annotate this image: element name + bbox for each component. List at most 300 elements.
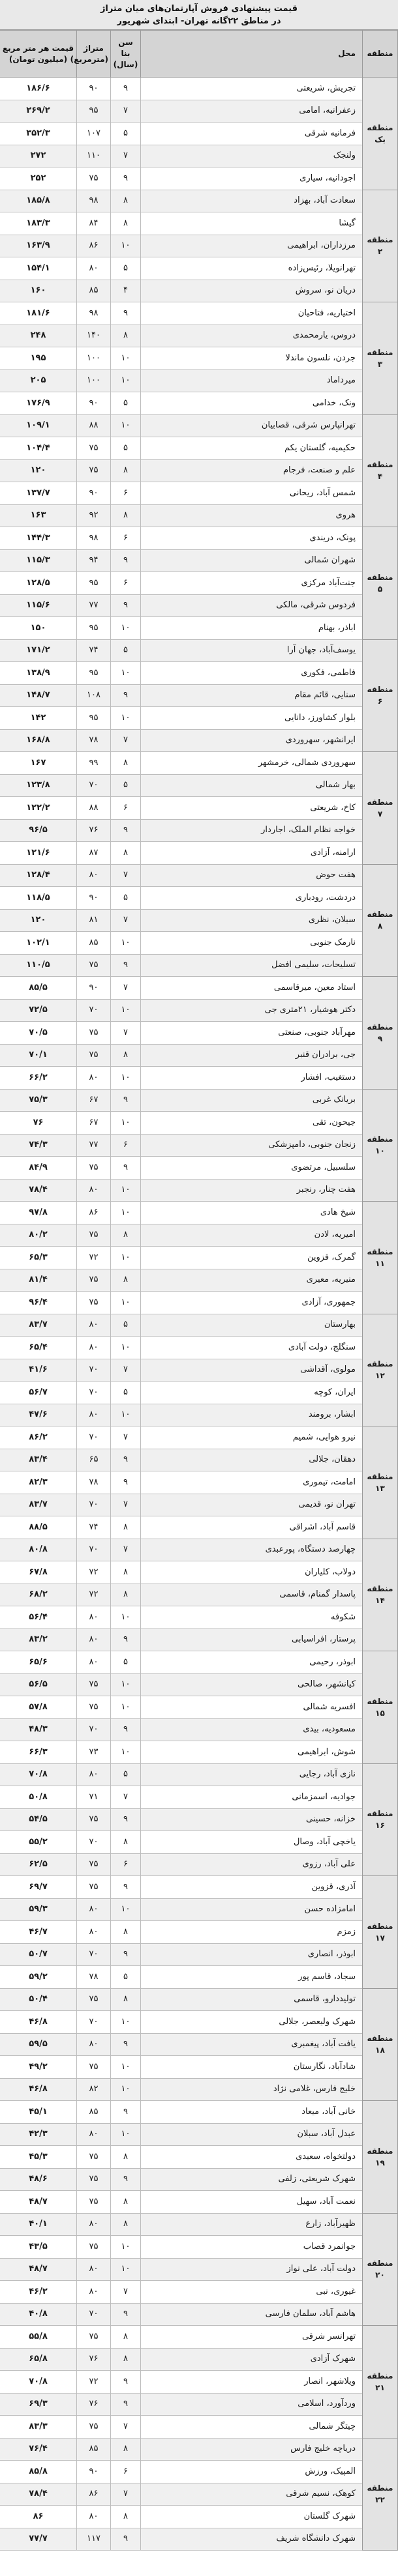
cell-price-per-sqm: ۸۱/۴ [0, 1269, 77, 1292]
cell-location: افسریه شمالی [141, 1696, 363, 1719]
table-row [0, 1876, 398, 1899]
cell-price-per-sqm: ۱۸۵/۸ [0, 190, 77, 212]
cell-location: نازی آباد، رجایی [141, 1763, 363, 1786]
cell-building-age: ۸ [111, 504, 141, 527]
cell-price-per-sqm: ۴۸/۷ [0, 2258, 77, 2281]
cell-location: بهارستان [141, 1314, 363, 1337]
cell-area: ۸۵ [77, 2438, 111, 2461]
cell-price-per-sqm: ۴۸/۶ [0, 2168, 77, 2191]
table-row [0, 2393, 398, 2416]
cell-location: آذری، قزوین [141, 1876, 363, 1899]
cell-location: ویلاشهر، انصار [141, 2371, 363, 2394]
table-row [0, 1247, 398, 1269]
table-row [0, 1628, 398, 1651]
cell-location: شکوفه [141, 1606, 363, 1629]
cell-area: ۷۶ [77, 2348, 111, 2371]
cell-location: خزانه، حسینی [141, 1808, 363, 1831]
cell-price-per-sqm: ۸۵/۵ [0, 977, 77, 1000]
cell-area: ۱۰۷ [77, 123, 111, 145]
cell-building-age: ۸ [111, 1921, 141, 1944]
cell-area: ۱۰۰ [77, 347, 111, 370]
cell-building-age: ۵ [111, 123, 141, 145]
table-row [0, 1988, 398, 2011]
table-row [0, 1741, 398, 1764]
table-row [0, 2281, 398, 2304]
cell-area: ۱۱۷ [77, 2528, 111, 2551]
cell-location: ارامنه، آزادی [141, 842, 363, 865]
cell-building-age: ۶ [111, 2461, 141, 2483]
cell-area: ۷۰ [77, 1359, 111, 1382]
district-label: منطقه ۷ [363, 752, 398, 865]
cell-price-per-sqm: ۱۳۸/۹ [0, 662, 77, 685]
cell-building-age: ۶ [111, 482, 141, 505]
page-subtitle: در مناطق ۲۲گانه تهران- ابتدای شهریور [117, 16, 281, 26]
cell-location: زمزم [141, 1921, 363, 1944]
district-label: منطقه ۱۷ [363, 1876, 398, 1989]
table-row [0, 1853, 398, 1876]
header-district: منطقه [363, 31, 398, 78]
cell-location: جنت‌آباد مرکزی [141, 572, 363, 595]
cell-building-age: ۹ [111, 2303, 141, 2326]
cell-price-per-sqm: ۲۵۲ [0, 167, 77, 190]
district-label: منطقه ۱۴ [363, 1539, 398, 1651]
cell-area: ۶۷ [77, 1089, 111, 1112]
cell-area: ۸۶ [77, 235, 111, 257]
cell-building-age: ۸ [111, 325, 141, 347]
table-row [0, 1382, 398, 1404]
cell-area: ۷۵ [77, 1292, 111, 1314]
table-row [0, 167, 398, 190]
table-row [0, 2123, 398, 2146]
cell-area: ۷۲ [77, 1561, 111, 1584]
table-row [0, 369, 398, 392]
cell-price-per-sqm: ۷۰/۸ [0, 1763, 77, 1786]
cell-price-per-sqm: ۱۴۸/۷ [0, 684, 77, 707]
cell-area: ۱۰۰ [77, 369, 111, 392]
cell-location: شهرک شریعتی، زلفی [141, 2168, 363, 2191]
cell-price-per-sqm: ۵۴/۵ [0, 1808, 77, 1831]
cell-building-age: ۵ [111, 1763, 141, 1786]
cell-area: ۸۶ [77, 1202, 111, 1224]
cell-price-per-sqm: ۸۲/۳ [0, 1471, 77, 1494]
cell-area: ۷۲ [77, 2371, 111, 2394]
cell-area: ۸۰ [77, 257, 111, 280]
district-label: منطقه ۱۵ [363, 1651, 398, 1764]
cell-price-per-sqm: ۷۷/۷ [0, 2528, 77, 2551]
cell-price-per-sqm: ۴۶/۸ [0, 2078, 77, 2101]
cell-area: ۸۰ [77, 1314, 111, 1337]
cell-area: ۷۰ [77, 1494, 111, 1516]
table-row [0, 617, 398, 640]
cell-location: زنجان جنوبی، دامپزشکی [141, 1134, 363, 1157]
cell-building-age: ۹ [111, 1718, 141, 1741]
table-row [0, 1921, 398, 1944]
cell-location: فرمانیه شرقی [141, 123, 363, 145]
cell-location: دهقان، جلالی [141, 1449, 363, 1471]
cell-building-age: ۹ [111, 819, 141, 842]
cell-location: بلوار کشاورز، دانایی [141, 707, 363, 730]
cell-price-per-sqm: ۹۶/۴ [0, 1292, 77, 1314]
cell-location: تهرانپارس شرقی، قصابیان [141, 414, 363, 437]
cell-price-per-sqm: ۸۴/۹ [0, 1157, 77, 1179]
cell-area: ۷۳ [77, 1741, 111, 1764]
table-row [0, 549, 398, 572]
cell-price-per-sqm: ۱۷۶/۹ [0, 392, 77, 415]
cell-price-per-sqm: ۲۶۹/۲ [0, 100, 77, 123]
cell-location: امامزاده حسن [141, 1898, 363, 1921]
cell-building-age: ۹ [111, 684, 141, 707]
cell-area: ۷۵ [77, 1044, 111, 1067]
cell-location: بهار شمالی [141, 774, 363, 797]
cell-building-age: ۵ [111, 257, 141, 280]
table-row [0, 1044, 398, 1067]
district-label: منطقه ۵ [363, 527, 398, 640]
cell-building-age: ۹ [111, 78, 141, 100]
cell-building-age: ۹ [111, 1943, 141, 1966]
cell-building-age: ۹ [111, 2528, 141, 2551]
cell-building-age: ۷ [111, 729, 141, 752]
cell-price-per-sqm: ۴۵/۳ [0, 2146, 77, 2169]
cell-building-age: ۱۰ [111, 1292, 141, 1314]
cell-building-age: ۱۰ [111, 2056, 141, 2079]
cell-area: ۷۰ [77, 999, 111, 1022]
cell-building-age: ۸ [111, 1831, 141, 1854]
cell-area: ۸۸ [77, 797, 111, 820]
cell-building-age: ۷ [111, 1359, 141, 1382]
table-row [0, 280, 398, 302]
cell-building-age: ۸ [111, 842, 141, 865]
cell-location: تهرانسر شرقی [141, 2326, 363, 2349]
table-row [0, 662, 398, 685]
cell-location: تهرانویلا، رئیس‌زاده [141, 257, 363, 280]
cell-area: ۹۰ [77, 887, 111, 910]
cell-area: ۷۵ [77, 1224, 111, 1247]
cell-building-age: ۵ [111, 639, 141, 662]
table-row [0, 1471, 398, 1494]
cell-building-age: ۹ [111, 954, 141, 977]
cell-area: ۹۴ [77, 549, 111, 572]
cell-building-age: ۱۰ [111, 2078, 141, 2101]
header-location: محل [141, 31, 363, 78]
cell-area: ۸۰ [77, 1179, 111, 1202]
table-row [0, 392, 398, 415]
cell-area: ۹۲ [77, 504, 111, 527]
cell-building-age: ۷ [111, 1539, 141, 1561]
cell-location: شمس آباد، ریحانی [141, 482, 363, 505]
cell-area: ۷۵ [77, 2191, 111, 2214]
cell-price-per-sqm: ۱۶۳/۹ [0, 235, 77, 257]
table-row [0, 527, 398, 550]
cell-area: ۷۸ [77, 1966, 111, 1989]
cell-price-per-sqm: ۴۶/۸ [0, 2011, 77, 2034]
cell-price-per-sqm: ۶۲/۵ [0, 1853, 77, 1876]
cell-building-age: ۷ [111, 2416, 141, 2439]
cell-price-per-sqm: ۶۵/۳ [0, 1247, 77, 1269]
table-row [0, 1494, 398, 1516]
table-row [0, 1786, 398, 1809]
cell-price-per-sqm: ۸۳/۴ [0, 1449, 77, 1471]
cell-area: ۷۴ [77, 639, 111, 662]
table-row [0, 2191, 398, 2214]
cell-building-age: ۱۰ [111, 414, 141, 437]
cell-building-age: ۹ [111, 1449, 141, 1471]
table-row [0, 190, 398, 212]
cell-building-age: ۱۰ [111, 662, 141, 685]
cell-building-age: ۸ [111, 1044, 141, 1067]
cell-area: ۹۵ [77, 662, 111, 685]
cell-location: ابوذر، رحیمی [141, 1651, 363, 1674]
cell-location: ایرانشهر، سهروردی [141, 729, 363, 752]
cell-price-per-sqm: ۱۲۰ [0, 459, 77, 482]
cell-location: ونک، خدامی [141, 392, 363, 415]
cell-building-age: ۱۰ [111, 1673, 141, 1696]
cell-location: هاشم آباد، سلمان فارسی [141, 2303, 363, 2326]
cell-area: ۷۵ [77, 2236, 111, 2259]
cell-building-age: ۸ [111, 2191, 141, 2214]
cell-area: ۷۵ [77, 2056, 111, 2079]
cell-price-per-sqm: ۲۰۵ [0, 369, 77, 392]
table-row [0, 1831, 398, 1854]
cell-area: ۹۰ [77, 2461, 111, 2483]
cell-area: ۷۷ [77, 594, 111, 617]
cell-building-age: ۱۰ [111, 1741, 141, 1764]
cell-building-age: ۱۰ [111, 1337, 141, 1359]
cell-price-per-sqm: ۵۶/۴ [0, 1606, 77, 1629]
cell-area: ۷۵ [77, 1673, 111, 1696]
cell-price-per-sqm: ۱۲۲/۲ [0, 797, 77, 820]
cell-area: ۸۰ [77, 2033, 111, 2056]
cell-price-per-sqm: ۶۹/۳ [0, 2393, 77, 2416]
cell-price-per-sqm: ۵۰/۴ [0, 1988, 77, 2011]
cell-building-age: ۹ [111, 2371, 141, 2394]
cell-building-age: ۹ [111, 549, 141, 572]
cell-area: ۸۵ [77, 280, 111, 302]
cell-location: نعمت آباد، سهیل [141, 2191, 363, 2214]
cell-location: شوش، ابراهیمی [141, 1741, 363, 1764]
cell-price-per-sqm: ۷۰/۸ [0, 2371, 77, 2394]
cell-building-age: ۱۰ [111, 2258, 141, 2281]
cell-price-per-sqm: ۴۱/۶ [0, 1359, 77, 1382]
cell-building-age: ۸ [111, 2438, 141, 2461]
cell-price-per-sqm: ۴۵/۱ [0, 2101, 77, 2124]
cell-location: تولیددارو، قاسمی [141, 1988, 363, 2011]
cell-area: ۷۵ [77, 437, 111, 460]
cell-building-age: ۹ [111, 594, 141, 617]
cell-building-age: ۵ [111, 1382, 141, 1404]
cell-location: حکیمیه، گلستان یکم [141, 437, 363, 460]
cell-location: گمرک، قزوین [141, 1247, 363, 1269]
cell-price-per-sqm: ۱۶۳ [0, 504, 77, 527]
cell-price-per-sqm: ۴۹/۲ [0, 2056, 77, 2079]
cell-area: ۷۰ [77, 2303, 111, 2326]
cell-area: ۷۰ [77, 1943, 111, 1966]
cell-area: ۷۵ [77, 1808, 111, 1831]
table-row [0, 1943, 398, 1966]
cell-location: یاخچی آباد، وصال [141, 1831, 363, 1854]
cell-location: شادآباد، نگارستان [141, 2056, 363, 2079]
cell-building-age: ۸ [111, 2348, 141, 2371]
table-row [0, 123, 398, 145]
cell-building-age: ۱۰ [111, 617, 141, 640]
cell-location: قاسم آباد، اشراقی [141, 1516, 363, 1539]
cell-location: المپیک، ورزش [141, 2461, 363, 2483]
cell-price-per-sqm: ۷۸/۴ [0, 1179, 77, 1202]
cell-price-per-sqm: ۹۷/۸ [0, 1202, 77, 1224]
cell-price-per-sqm: ۵۶/۷ [0, 1382, 77, 1404]
cell-location: دولت آباد، علی نواز [141, 2258, 363, 2281]
table-row [0, 325, 398, 347]
cell-area: ۱۰۸ [77, 684, 111, 707]
cell-building-age: ۹ [111, 2168, 141, 2191]
cell-location: کوهک، نسیم شرقی [141, 2483, 363, 2506]
cell-location: جمهوری، آزادی [141, 1292, 363, 1314]
cell-price-per-sqm: ۱۶۰ [0, 280, 77, 302]
cell-location: خانی آباد، میعاد [141, 2101, 363, 2124]
table-row [0, 1134, 398, 1157]
cell-price-per-sqm: ۵۹/۳ [0, 1898, 77, 1921]
cell-location: وردآورد، اسلامی [141, 2393, 363, 2416]
district-label: منطقه ۱۹ [363, 2101, 398, 2214]
table-row [0, 1718, 398, 1741]
cell-area: ۷۵ [77, 1157, 111, 1179]
cell-price-per-sqm: ۱۱۸/۵ [0, 887, 77, 910]
table-row [0, 100, 398, 123]
table-row [0, 2168, 398, 2191]
cell-building-age: ۸ [111, 1561, 141, 1584]
cell-location: مسعودیه، بیدی [141, 1718, 363, 1741]
table-row [0, 954, 398, 977]
table-row [0, 864, 398, 887]
cell-price-per-sqm: ۵۷/۸ [0, 1696, 77, 1719]
table-header-row [0, 31, 398, 78]
cell-location: چهارصد دستگاه، پورعبدی [141, 1539, 363, 1561]
cell-building-age: ۸ [111, 1988, 141, 2011]
cell-location: شهرک ولیعصر، جلالی [141, 2011, 363, 2034]
cell-price-per-sqm: ۵۵/۲ [0, 1831, 77, 1854]
cell-area: ۹۸ [77, 302, 111, 325]
cell-price-per-sqm: ۱۲۸/۴ [0, 864, 77, 887]
cell-building-age: ۷ [111, 1022, 141, 1045]
cell-price-per-sqm: ۵۰/۷ [0, 1943, 77, 1966]
cell-building-age: ۶ [111, 797, 141, 820]
cell-location: پونک، دریندی [141, 527, 363, 550]
table-row [0, 1067, 398, 1090]
cell-location: فاطمی، فکوری [141, 662, 363, 685]
cell-price-per-sqm: ۱۸۱/۶ [0, 302, 77, 325]
cell-building-age: ۹ [111, 2393, 141, 2416]
cell-price-per-sqm: ۱۳۷/۷ [0, 482, 77, 505]
district-label: منطقه ۱۰ [363, 1089, 398, 1202]
cell-location: دستغیب، افشار [141, 1067, 363, 1090]
cell-building-age: ۹ [111, 1628, 141, 1651]
table-row [0, 145, 398, 167]
cell-price-per-sqm: ۸۰/۸ [0, 1539, 77, 1561]
district-label: منطقه ۹ [363, 977, 398, 1090]
cell-location: دردشت، رودباری [141, 887, 363, 910]
cell-area: ۷۰ [77, 1718, 111, 1741]
cell-building-age: ۱۰ [111, 1067, 141, 1090]
cell-location: شهرک دانشگاه شریف [141, 2528, 363, 2551]
cell-location: خلیج فارس، غلامی نژاد [141, 2078, 363, 2101]
table-row [0, 1966, 398, 1989]
cell-area: ۷۵ [77, 1876, 111, 1899]
district-label: منطقه ۱۸ [363, 1988, 398, 2101]
cell-building-age: ۱۰ [111, 2123, 141, 2146]
cell-building-age: ۵ [111, 1966, 141, 1989]
table-row [0, 2348, 398, 2371]
cell-building-age: ۱۰ [111, 1179, 141, 1202]
cell-location: یافت آباد، پیغمبری [141, 2033, 363, 2056]
cell-building-age: ۱۰ [111, 369, 141, 392]
table-row [0, 842, 398, 865]
table-row [0, 594, 398, 617]
table-row [0, 1089, 398, 1112]
table-row [0, 2146, 398, 2169]
cell-location: مهرآباد جنوبی، صنعتی [141, 1022, 363, 1045]
table-row [0, 437, 398, 460]
cell-price-per-sqm: ۶۵/۸ [0, 2348, 77, 2371]
cell-area: ۸۰ [77, 2123, 111, 2146]
cell-location: اباذر، بهنام [141, 617, 363, 640]
district-label: منطقه ۳ [363, 302, 398, 415]
cell-area: ۹۸ [77, 190, 111, 212]
cell-area: ۷۵ [77, 2146, 111, 2169]
cell-building-age: ۷ [111, 2483, 141, 2506]
cell-area: ۹۰ [77, 78, 111, 100]
district-label: منطقه ۶ [363, 639, 398, 752]
cell-price-per-sqm: ۸۵/۸ [0, 2461, 77, 2483]
cell-location: تسلیحات، سلیمی افضل [141, 954, 363, 977]
header-area: متراژ (مترمربع) [77, 31, 111, 78]
table-row [0, 414, 398, 437]
cell-location: شهرک گلستان [141, 2506, 363, 2528]
table-row [0, 1022, 398, 1045]
cell-location: زعفرانیه، امامی [141, 100, 363, 123]
cell-area: ۷۱ [77, 1786, 111, 1809]
cell-building-age: ۶ [111, 1853, 141, 1876]
cell-building-age: ۷ [111, 145, 141, 167]
cell-area: ۷۵ [77, 1988, 111, 2011]
cell-price-per-sqm: ۷۶ [0, 1112, 77, 1135]
cell-building-age: ۶ [111, 1134, 141, 1157]
table-row [0, 2303, 398, 2326]
cell-price-per-sqm: ۴۸/۷ [0, 2191, 77, 2214]
cell-area: ۷۵ [77, 167, 111, 190]
cell-location: شهران شمالی [141, 549, 363, 572]
table-row [0, 1696, 398, 1719]
cell-location: جی، برادران قنبر [141, 1044, 363, 1067]
cell-location: منیریه، معیری [141, 1269, 363, 1292]
cell-area: ۸۰ [77, 2506, 111, 2528]
cell-building-age: ۵ [111, 1651, 141, 1674]
cell-area: ۷۰ [77, 1382, 111, 1404]
cell-price-per-sqm: ۴۳/۵ [0, 2236, 77, 2259]
cell-price-per-sqm: ۱۵۴/۱ [0, 257, 77, 280]
cell-area: ۷۵ [77, 954, 111, 977]
cell-area: ۸۲ [77, 2078, 111, 2101]
cell-location: دریان نو، سروش [141, 280, 363, 302]
cell-price-per-sqm: ۵۰/۸ [0, 1786, 77, 1809]
cell-building-age: ۹ [111, 1876, 141, 1899]
cell-location: دکتر هوشیار، ۲۱متری جی [141, 999, 363, 1022]
cell-price-per-sqm: ۱۲۰ [0, 909, 77, 932]
cell-building-age: ۹ [111, 2101, 141, 2124]
cell-area: ۷۶ [77, 819, 111, 842]
cell-building-age: ۵ [111, 437, 141, 460]
table-row [0, 1606, 398, 1629]
cell-area: ۱۴۰ [77, 325, 111, 347]
cell-area: ۸۰ [77, 1651, 111, 1674]
